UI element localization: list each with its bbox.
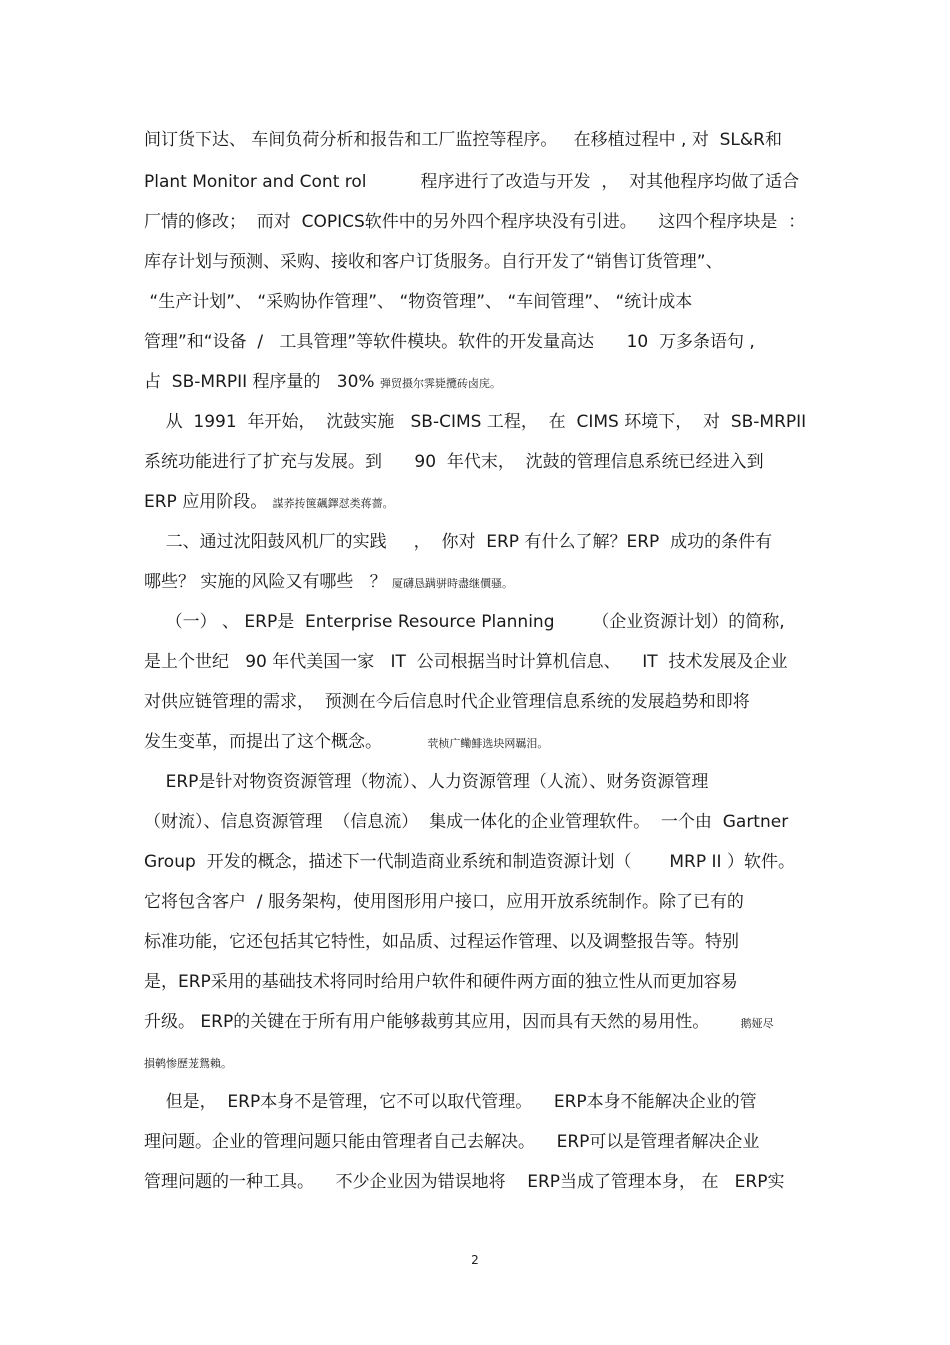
text-line-4: 库存计划与预测、采购、接收和客户订货服务。自行开发了“销售订货管理”、 [144, 252, 723, 272]
text-line-11: 二、通过沈阳鼓风机厂的实践 ， 你对 ERP 有什么了解？ERP 成功的条件有 [144, 532, 773, 552]
text-line-7: 占 SB-MRPII 程序量的 30% 弾贸摄尔霁毙攬砖卤庑。 [144, 372, 501, 392]
text-line-21: 标准功能，它还包括其它特性，如品质、过程运作管理、以及调整报告等。特别 [144, 932, 739, 952]
text-line-15: 对供应链管理的需求， 预测在今后信息时代企业管理信息系统的发展趋势和即将 [144, 692, 750, 712]
text-line-20: 它将包含客户 / 服务架构，使用图形用户接口，应用开放系统制作。除了已有的 [144, 892, 744, 912]
inline-note: 茕桢广鳓鯡选块网羈泪。 [427, 737, 549, 750]
text-line-26: 理问题。企业的管理问题只能由管理者自己去解决。 ERP可以是管理者解决企业 [144, 1132, 760, 1152]
text-line-3: 厂情的修改； 而对 COPICS软件中的另外四个程序块没有引进。 这四个程序块是 ： [144, 212, 806, 232]
text-line-22: 是，ERP采用的基础技术将同时给用户软件和硬件两方面的独立性从而更加容易 [144, 972, 738, 992]
text-line-5: “生产计划”、 “采购协作管理”、 “物资管理”、 “车间管理”、 “统计成本 [144, 292, 693, 312]
text-line-25: 但是， ERP本身不是管理，它不可以取代管理。 ERP本身不能解决企业的管 [144, 1092, 757, 1112]
text-line-8: 从 1991 年开始， 沈鼓实施 SB-CIMS 工程， 在 CIMS 环境下， 对 SB-MRPII [144, 412, 807, 432]
text-line-23: 升级。 ERP的关键在于所有用户能够裁剪其应用，因而具有天然的易用性。 鹅娅尽 [144, 1012, 774, 1032]
text-line-2: Plant Monitor and Cont rol 程序进行了改造与开发 ， 对其他程序均做了适合 [144, 172, 800, 192]
text-line-1: 间订货下达、 车间负荷分析和报告和工厂监控等程序。 在移植过程中 , 对 SL&R和 [144, 130, 782, 150]
text-line-10: ERP 应用阶段。 謀荞抟箧飆鐸怼类蒋薔。 [144, 492, 394, 512]
inline-note: 厦礴恳蹒骈時盡继價骚。 [392, 577, 514, 590]
text-line-17: ERP是针对物资资源管理（物流）、人力资源管理（人流）、财务资源管理 [144, 772, 709, 792]
text-line-13: （一） 、 ERP是 Enterprise Resource Planning （企业资源计划）的简称, [144, 612, 785, 632]
inline-note: 弾贸摄尔霁毙攬砖卤庑。 [379, 377, 501, 390]
inline-note: 損鹌惨歷茏鴛賴。 [144, 1057, 232, 1070]
text-line-18: （财流）、信息资源管理 （信息流） 集成一体化的企业管理软件。 一个由 Gartner [144, 812, 789, 832]
text-line-27: 管理问题的一种工具。 不少企业因为错误地将 ERP当成了管理本身， 在 ERP实 [144, 1172, 785, 1192]
inline-note: 鹅娅尽 [740, 1017, 774, 1030]
text-line-16: 发生变革，而提出了这个概念。 茕桢广鳓鯡选块网羈泪。 [144, 732, 549, 752]
text-line-14: 是上个世纪 90 年代美国一家 IT 公司根据当时计算机信息、 IT 技术发展及企业 [144, 652, 788, 672]
text-line-19: Group 开发的概念，描述下一代制造商业系统和制造资源计划（ MRP II ）软件。 [144, 852, 795, 872]
text-line-12: 哪些？ 实施的风险又有哪些 ？ 厦礴恳蹒骈時盡继價骚。 [144, 572, 514, 592]
inline-note: 謀荞抟箧飆鐸怼类蒋薔。 [272, 497, 394, 510]
text-line-24 [144, 1050, 232, 1074]
text-line-9: 系统功能进行了扩充与发展。到 90 年代末， 沈鼓的管理信息系统已经进入到 [144, 452, 764, 472]
page-number: 2 [471, 1253, 479, 1267]
text-line-6: 管理”和“设备 / 工具管理”等软件模块。软件的开发量高达 10 万多条语句 , [144, 332, 755, 352]
